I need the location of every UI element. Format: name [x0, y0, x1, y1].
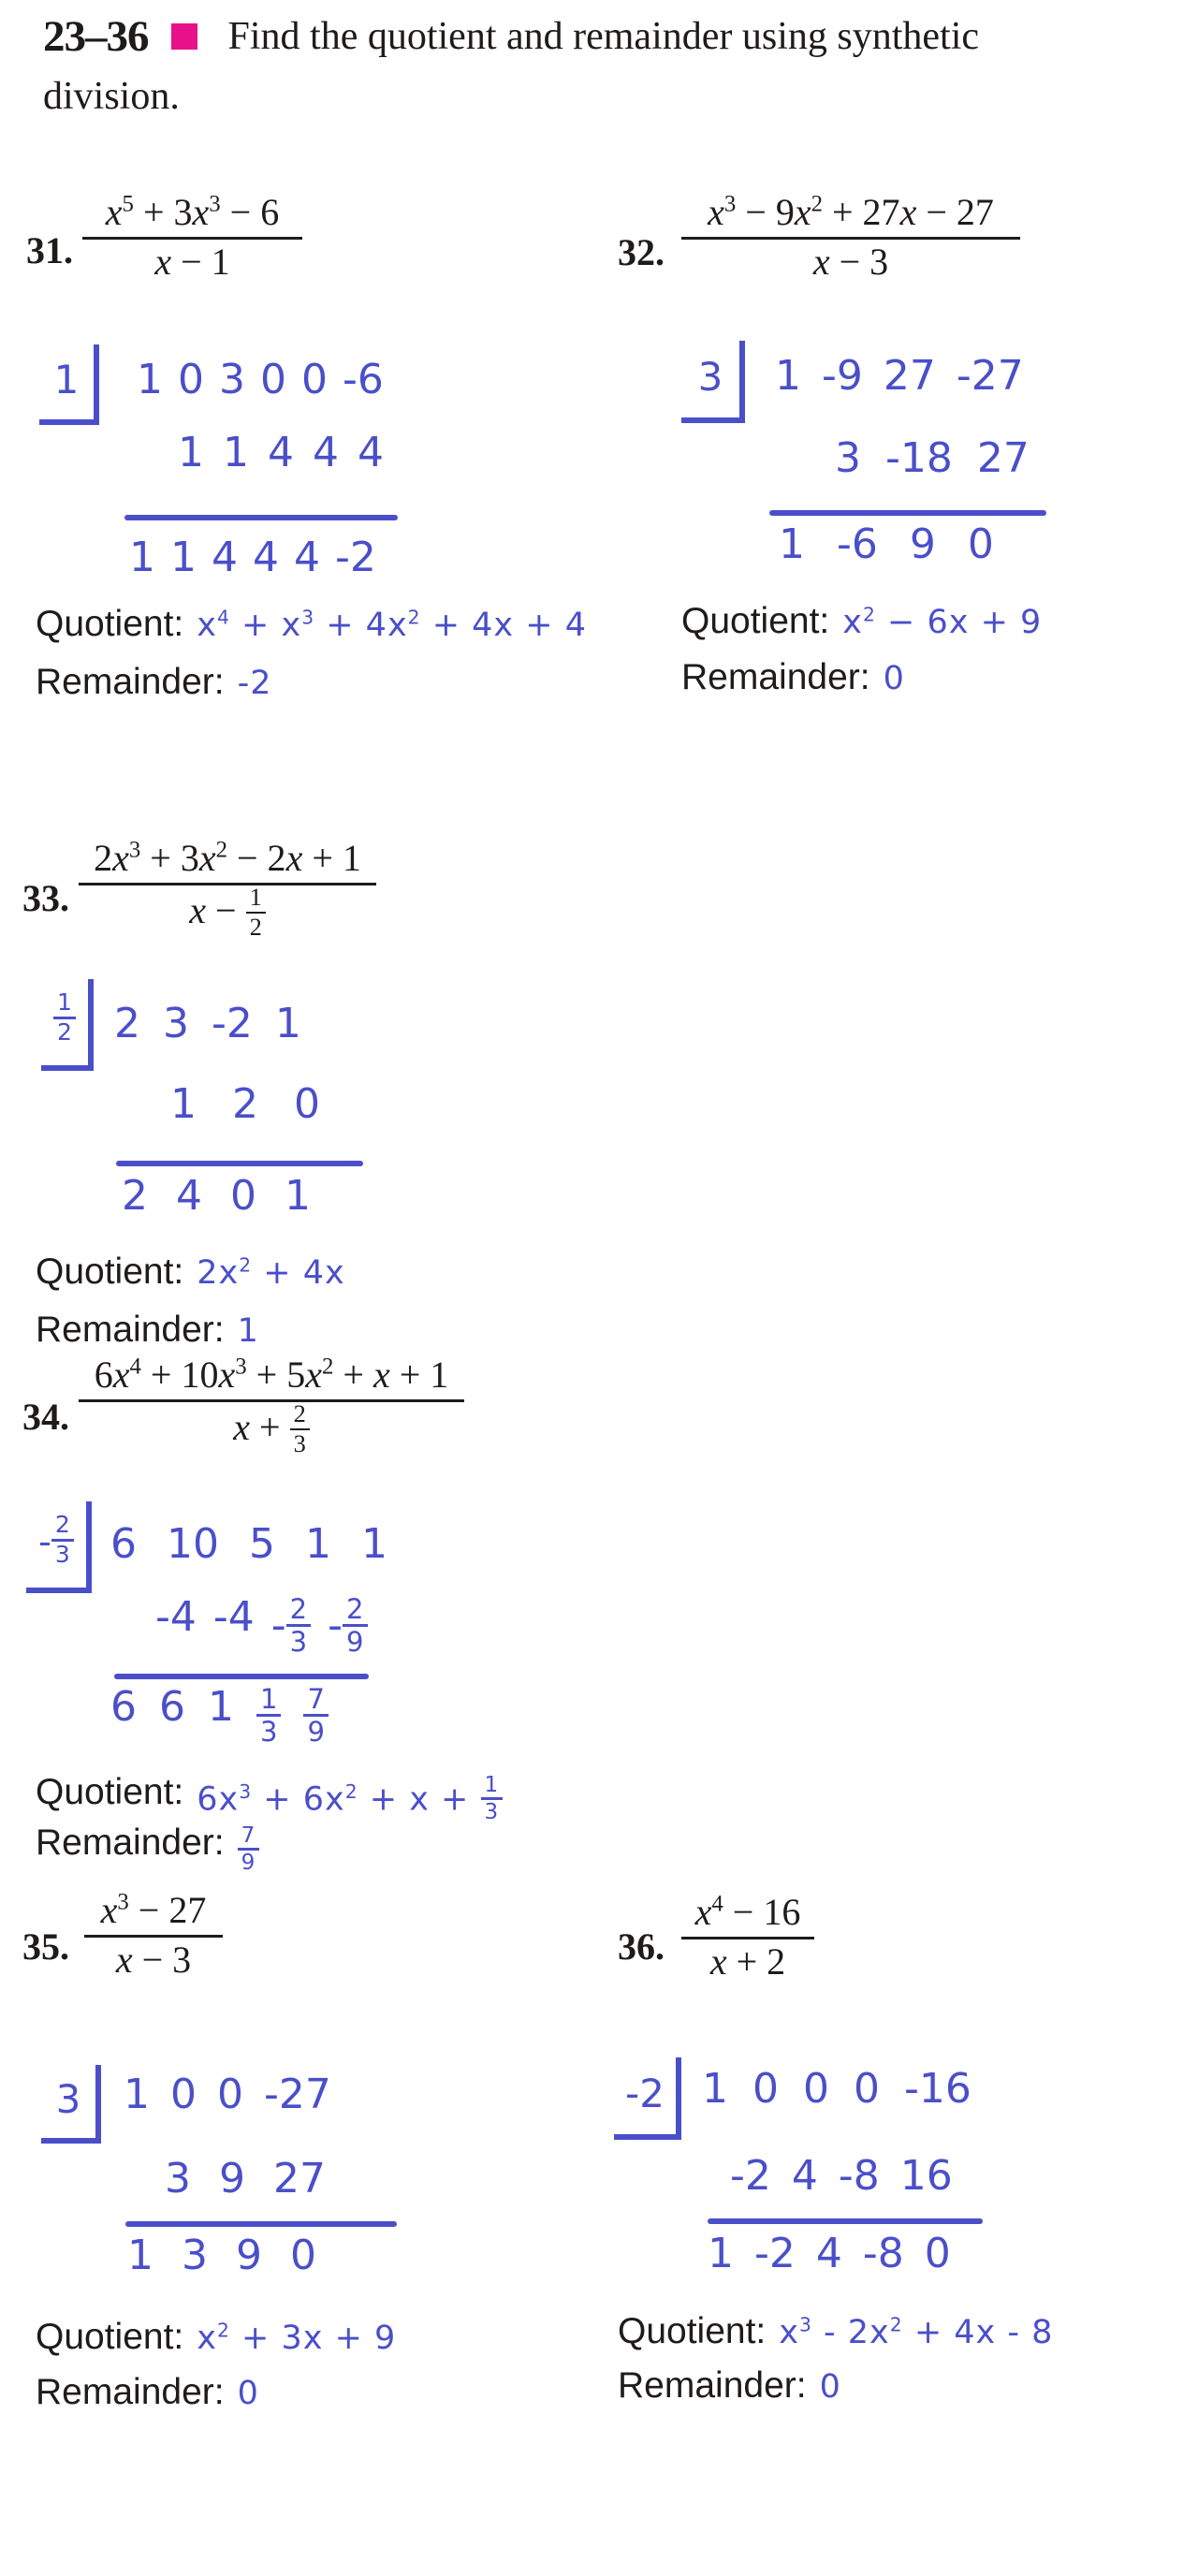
fraction-numerator: $2x^3 + 3x^2 - 2x + 1$: [94, 837, 361, 879]
problem-fraction: [84, 1889, 223, 1982]
result-row: [110, 1683, 329, 1749]
table-cell: 1: [775, 352, 801, 400]
stacked-fraction: $\frac{2}{3}$: [290, 1401, 310, 1456]
quotient-label: Quotient:: [36, 1772, 184, 1812]
header-line-1: [43, 11, 979, 62]
divisor-box: [41, 979, 94, 1071]
result-row: [127, 2232, 316, 2279]
table-cell: 1: [127, 2232, 153, 2279]
fraction-numerator: $6x^4 + 10x^3 + 5x^2 + x + 1$: [94, 1354, 449, 1396]
coefficient-row: [702, 2065, 972, 2113]
table-cell: 9: [219, 2155, 245, 2203]
table-cell: 3: [835, 434, 861, 482]
table-cell: 5: [249, 1520, 275, 1568]
table-cell: 9: [909, 520, 936, 568]
remainder-label: Remainder:: [36, 1822, 225, 1863]
table-cell: 4: [358, 429, 384, 476]
remainder-value: 0: [237, 2375, 259, 2412]
table-cell: 1: [285, 1172, 311, 1220]
coefficient-row: [137, 356, 384, 403]
product-row: [170, 1080, 320, 1128]
table-cell: 1: [129, 534, 155, 581]
product-row: [178, 429, 384, 476]
problem-fraction: [681, 1891, 814, 1983]
table-cell: -18: [885, 434, 953, 482]
table-cell: -6: [837, 520, 878, 568]
instruction-text: Find the quotient and remainder using synthetic: [227, 15, 980, 58]
table-cell: -4: [212, 1593, 255, 1641]
table-cell: 1: [208, 1683, 234, 1731]
quotient-value: $6x^3 + 6x^2 + x$ + $\frac{1}{3}$: [197, 1773, 503, 1825]
table-cell: 4: [294, 534, 320, 581]
fraction-numerator: $x^4 - 16$: [694, 1891, 801, 1933]
coefficient-row: [124, 2071, 331, 2118]
fraction-denominator: x − 3: [812, 241, 889, 283]
result-row: [129, 534, 376, 581]
table-cell: 1: [170, 534, 197, 581]
table-cell: -8: [862, 2230, 904, 2277]
table-cell: 1: [702, 2065, 728, 2113]
remainder-value: 0: [883, 660, 905, 697]
divisor-box: -2: [614, 2057, 681, 2140]
sum-line: [125, 2221, 397, 2227]
remainder-label: Remainder:: [36, 662, 225, 702]
stacked-fraction: $\frac{7}{9}$: [238, 1824, 260, 1874]
remainder-value: 1: [237, 1312, 259, 1350]
table-cell: 1: [305, 1520, 331, 1568]
product-row: [155, 1593, 368, 1659]
result-row: [779, 520, 994, 568]
stacked-fraction: $\frac{7}{9}$: [303, 1685, 328, 1747]
table-cell: 4: [268, 429, 294, 476]
fraction-bar: [84, 1935, 223, 1938]
quotient-line: [36, 1252, 345, 1293]
problem-number: 36.: [618, 1925, 665, 1968]
table-cell: -8: [838, 2152, 880, 2200]
table-cell: 9: [236, 2232, 262, 2279]
fraction-bar: [681, 237, 1020, 240]
table-cell: -16: [904, 2065, 972, 2113]
table-cell: - $\frac{2}{3}$: [271, 1597, 311, 1659]
quotient-line: [36, 2318, 396, 2358]
table-cell: 4: [212, 534, 238, 581]
divisor-box: 1: [39, 344, 99, 425]
fraction-bar: [79, 883, 376, 886]
fraction-denominator: x − $\frac{1}{2}$: [79, 886, 376, 942]
table-cell: 6: [110, 1520, 137, 1568]
remainder-label: Remainder:: [36, 2372, 225, 2412]
quotient-value: $x^2 - 6x + 9$: [842, 603, 1043, 641]
table-cell: 27: [883, 352, 936, 400]
table-cell: 0: [854, 2065, 880, 2113]
product-row: [730, 2152, 953, 2200]
fraction-bar: [82, 237, 302, 240]
table-cell: -4: [155, 1593, 197, 1641]
table-cell: [256, 1683, 281, 1749]
exercise-header: [43, 11, 979, 119]
remainder-line: [618, 2366, 841, 2407]
fraction-denominator: x − 1: [154, 241, 230, 283]
problem-number: 33.: [22, 877, 69, 919]
problem-number: 31.: [26, 229, 73, 271]
table-cell: -2: [730, 2152, 771, 2200]
table-cell: 27: [273, 2155, 326, 2203]
sum-line: [116, 1161, 363, 1166]
table-cell: 1: [223, 429, 249, 476]
table-cell: 0: [924, 2230, 951, 2277]
table-cell: 1: [137, 356, 163, 403]
sum-line: [708, 2218, 983, 2224]
problem-fraction: [79, 1354, 464, 1458]
table-cell: -2: [212, 1000, 253, 1047]
table-cell: 1: [779, 520, 805, 568]
stacked-fraction: $\frac{2}{9}$: [343, 1595, 367, 1657]
fraction-denominator: x + $\frac{2}{3}$: [79, 1403, 464, 1458]
sum-line: [769, 510, 1046, 516]
section-marker-icon: [171, 23, 197, 50]
remainder-label: Remainder:: [681, 657, 870, 697]
quotient-label: Quotient:: [36, 604, 184, 644]
fraction-denominator: x + 2: [709, 1940, 786, 1983]
table-cell: 0: [301, 356, 328, 403]
sum-line: [114, 1674, 369, 1679]
quotient-value: $2x^2 + 4x$: [197, 1253, 345, 1292]
fraction-numerator: $x^5 + 3x^3 - 6$: [105, 191, 280, 233]
table-cell: -2: [754, 2230, 796, 2277]
table-cell: 6: [159, 1683, 185, 1731]
remainder-line: [36, 2373, 259, 2413]
table-cell: 0: [752, 2065, 779, 2113]
fraction-numerator: $x^3 - 9x^2 + 27x - 27$: [708, 191, 994, 233]
table-cell: 3: [163, 1000, 189, 1047]
table-cell: 4: [253, 534, 279, 581]
result-row: [122, 1172, 311, 1220]
stacked-fraction: $\frac{2}{3}$: [286, 1595, 311, 1657]
remainder-line: [36, 1823, 259, 1876]
coefficient-row: [114, 1000, 301, 1047]
table-cell: 2: [232, 1080, 258, 1128]
table-cell: 4: [313, 429, 339, 476]
divisor-box: - $\frac{2}{3}$: [26, 1501, 92, 1593]
remainder-line: [36, 663, 272, 703]
table-cell: - $\frac{2}{9}$: [328, 1597, 367, 1659]
coefficient-row: [110, 1520, 387, 1568]
problem-fraction: [82, 191, 302, 284]
stacked-fraction: $\frac{1}{2}$: [246, 885, 266, 940]
table-cell: -27: [264, 2071, 331, 2118]
table-cell: 3: [165, 2155, 191, 2203]
table-cell: 0: [260, 356, 286, 403]
fraction-numerator: $x^3 - 27$: [100, 1889, 207, 1931]
stacked-fraction: $\frac{2}{3}$: [51, 1513, 74, 1567]
quotient-label: Quotient:: [681, 601, 830, 641]
quotient-line: [36, 605, 587, 645]
problem-fraction: [79, 837, 376, 942]
stacked-fraction: $\frac{1}{3}$: [256, 1685, 281, 1747]
stacked-fraction: $\frac{1}{3}$: [481, 1774, 504, 1823]
quotient-label: Quotient:: [618, 2311, 767, 2351]
table-cell: 10: [167, 1520, 219, 1568]
fraction-denominator: x − 3: [115, 1939, 192, 1981]
table-cell: 16: [899, 2152, 953, 2200]
fraction-bar: [79, 1399, 464, 1402]
table-cell: 4: [176, 1172, 202, 1220]
table-cell: 3: [182, 2232, 208, 2279]
remainder-label: Remainder:: [618, 2365, 807, 2406]
product-row: [165, 2155, 326, 2203]
problem-number: 34.: [22, 1396, 69, 1438]
remainder-value: -2: [237, 665, 272, 702]
table-cell: 2: [114, 1000, 140, 1047]
instruction-text-line2: division.: [43, 75, 180, 118]
stacked-fraction: $\frac{1}{2}$: [53, 990, 76, 1045]
exercise-range: 23–36: [43, 12, 149, 61]
remainder-line: [36, 1310, 259, 1351]
table-cell: 0: [170, 2071, 197, 2118]
coefficient-row: [775, 352, 1024, 400]
table-cell: 1: [124, 2071, 150, 2118]
table-cell: 1: [170, 1080, 197, 1128]
remainder-value: [238, 1823, 260, 1876]
table-cell: 0: [178, 356, 204, 403]
quotient-value: $x^4 + x^3 + 4x^2 + 4x + 4$: [197, 606, 587, 644]
table-cell: 4: [791, 2152, 818, 2200]
fraction-bar: [681, 1937, 814, 1939]
table-cell: 1: [274, 1000, 301, 1047]
quotient-label: Quotient:: [36, 2317, 184, 2357]
table-cell: 4: [815, 2230, 842, 2277]
remainder-line: [681, 658, 905, 698]
problem-fraction: [681, 191, 1020, 284]
quotient-value: $x^3 - 2x^2 + 4x - 8$: [779, 2313, 1054, 2351]
divisor-box: 3: [41, 2065, 101, 2144]
table-cell: 0: [294, 1080, 320, 1128]
table-cell: 3: [219, 356, 245, 403]
result-row: [708, 2230, 951, 2277]
quotient-line: [618, 2312, 1053, 2352]
problem-number: 35.: [22, 1925, 69, 1968]
quotient-line: [36, 1773, 503, 1825]
table-cell: 6: [110, 1683, 137, 1731]
table-cell: -9: [822, 352, 863, 400]
table-cell: 0: [230, 1172, 256, 1220]
table-cell: 2: [122, 1172, 148, 1220]
table-cell: 27: [976, 434, 1030, 482]
table-cell: -6: [343, 356, 384, 403]
table-cell: 0: [290, 2232, 316, 2279]
remainder-label: Remainder:: [36, 1310, 225, 1350]
table-cell: 0: [803, 2065, 829, 2113]
table-cell: 0: [967, 520, 994, 568]
table-cell: 0: [217, 2071, 243, 2118]
remainder-value: 0: [819, 2368, 841, 2406]
table-cell: [303, 1683, 328, 1749]
quotient-value: $x^2 + 3x + 9$: [197, 2319, 397, 2357]
product-row: [835, 434, 1030, 482]
quotient-label: Quotient:: [36, 1251, 184, 1292]
table-cell: 1: [708, 2230, 734, 2277]
table-cell: -2: [335, 534, 376, 581]
table-cell: 1: [178, 429, 204, 476]
sum-line: [124, 515, 398, 520]
table-cell: -27: [956, 352, 1024, 400]
problem-number: 32.: [618, 231, 665, 273]
quotient-line: [681, 602, 1042, 642]
table-cell: 1: [361, 1520, 387, 1568]
divisor-box: 3: [681, 341, 745, 423]
